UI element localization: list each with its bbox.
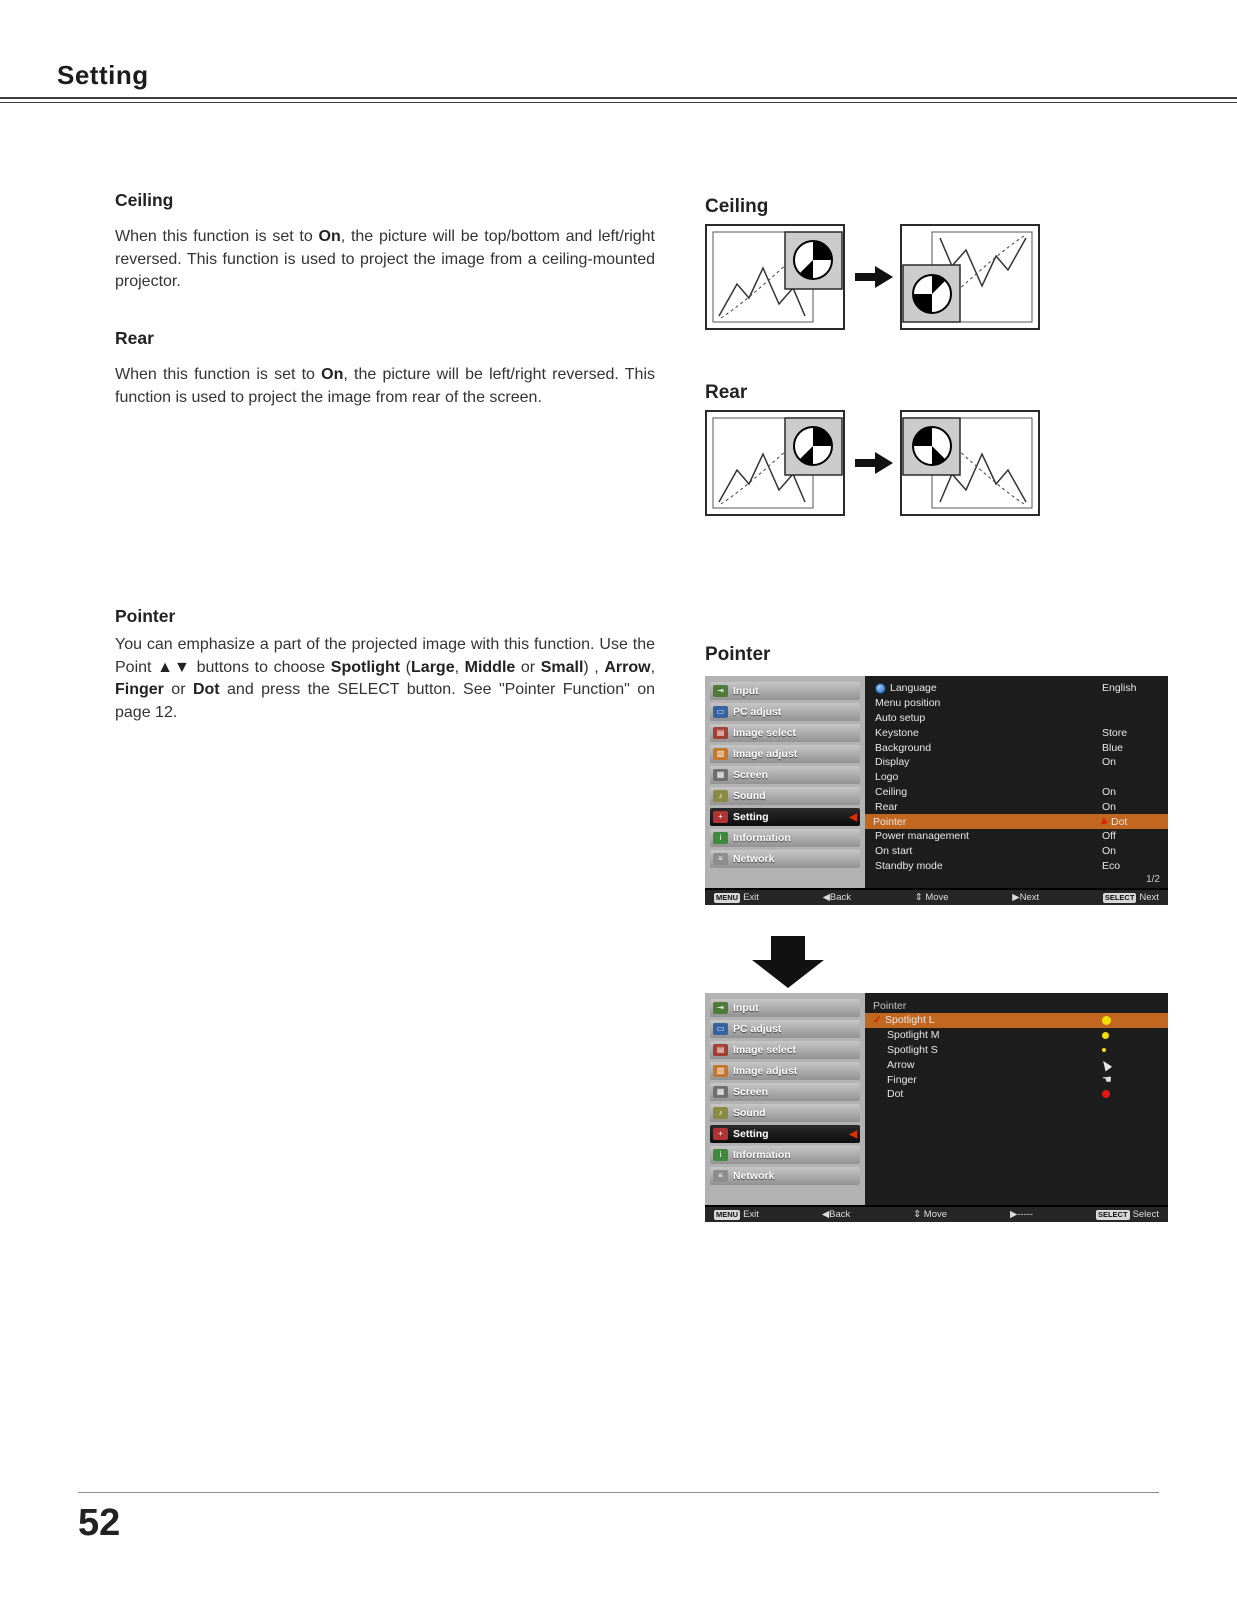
sidebar-item-label: Setting — [733, 811, 769, 823]
sidebar-item-network — [710, 1167, 860, 1185]
osd-footer-bar — [705, 1205, 1168, 1222]
figure-label-ceiling: Ceiling — [705, 196, 769, 217]
footer-move: ⇕ Move — [913, 1209, 948, 1220]
sidebar-item-label: Setting — [733, 1128, 769, 1140]
menu-item-label: Rear — [875, 800, 898, 813]
submenu-row-dot — [873, 1087, 1162, 1102]
sidebar-item-image-adjust — [710, 745, 860, 763]
page-indicator: 1/2 — [1146, 874, 1160, 885]
osd-sidebar — [705, 676, 865, 888]
sidebar-item-image-select — [710, 1041, 860, 1059]
pc-adjust-icon: ▭ — [713, 706, 728, 718]
menu-item-label: Menu position — [875, 697, 941, 710]
sidebar-item-information — [710, 1146, 860, 1164]
osd-main — [705, 993, 1168, 1205]
sidebar-item-pc-adjust — [710, 703, 860, 721]
sound-icon: ♪ — [713, 1107, 728, 1119]
footer-menu-exit: MENU Exit — [716, 1209, 759, 1220]
select-key-badge: SELECT — [1104, 892, 1135, 902]
sidebar-item-label: Image adjust — [733, 1065, 798, 1077]
sidebar-item-screen — [710, 766, 860, 784]
setting-icon: + — [713, 811, 728, 823]
spotlight-small-icon — [1102, 1048, 1106, 1052]
footer-select: SELECT Next — [1104, 892, 1159, 903]
menu-item-label: On start — [875, 845, 913, 858]
osd-screenshot-pointer-submenu — [705, 993, 1168, 1222]
sidebar-item-input — [710, 999, 860, 1017]
input-icon: ⇥ — [713, 1002, 728, 1014]
network-icon: ≡ — [713, 1170, 728, 1182]
sound-icon: ♪ — [713, 790, 728, 802]
section-title-ceiling: Ceiling — [115, 190, 174, 210]
image-select-icon: ▤ — [713, 1044, 728, 1056]
submenu-row-spotlight-m — [873, 1028, 1162, 1043]
page-number: 52 — [78, 1502, 121, 1544]
header-divider — [0, 97, 1237, 103]
spotlight-large-icon — [1102, 1016, 1111, 1025]
ceiling-figure — [705, 224, 1040, 341]
sidebar-item-label: Screen — [733, 1086, 769, 1098]
menu-row-language — [873, 681, 1162, 696]
submenu-item-label: Arrow — [887, 1058, 915, 1071]
submenu-item-label: Finger — [887, 1073, 917, 1086]
dot-pointer-icon — [1102, 1090, 1110, 1098]
osd-sidebar — [705, 993, 865, 1205]
submenu-item-label: Spotlight S — [887, 1043, 938, 1056]
image-adjust-icon: ▧ — [713, 1065, 728, 1077]
figure-label-rear: Rear — [705, 382, 748, 403]
right-arrow-icon — [855, 266, 893, 288]
menu-row-display: Display On — [875, 756, 1117, 769]
menu-row-ceiling: Ceiling On — [875, 785, 1117, 798]
sidebar-item-label: PC adjust — [733, 1023, 782, 1035]
down-arrow-icon — [752, 936, 824, 993]
sidebar-item-setting — [710, 1125, 860, 1143]
sidebar-item-label: Information — [733, 832, 791, 844]
sidebar-item-label: Input — [733, 685, 759, 697]
submenu-row-arrow — [873, 1057, 1162, 1072]
sidebar-item-label: Network — [733, 1170, 775, 1182]
sidebar-item-information — [710, 829, 860, 847]
footer-select: SELECT Select — [1097, 1209, 1159, 1220]
menu-item-value: English — [1102, 682, 1137, 695]
menu-row-keystone: Keystone Store — [875, 726, 1128, 739]
image-adjust-icon: ▧ — [713, 748, 728, 760]
sidebar-item-pc-adjust — [710, 1020, 860, 1038]
menu-row-pointer-highlighted: Pointer Dot — [865, 814, 1168, 829]
menu-row-auto-setup — [873, 711, 1162, 726]
osd-screenshot-setting-menu — [705, 676, 1168, 905]
sidebar-item-label: Input — [733, 1002, 759, 1014]
section-title-rear: Rear — [115, 328, 154, 348]
sidebar-item-screen — [710, 1083, 860, 1101]
menu-row-logo — [873, 770, 1162, 785]
osd-footer-bar — [705, 888, 1168, 905]
sidebar-item-setting — [710, 808, 860, 826]
menu-item-label: Power management — [875, 830, 969, 843]
sidebar-item-label: Image select — [733, 1044, 797, 1056]
page-header-title: Setting — [57, 60, 149, 90]
screen-icon: ▦ — [713, 769, 728, 781]
menu-item-label: Auto setup — [875, 711, 926, 724]
sidebar-item-label: Network — [733, 853, 775, 865]
footer-move: ⇕ Move — [914, 892, 949, 903]
red-back-arrow-icon: ◀ — [849, 811, 857, 823]
footer-back: ◀Back — [822, 892, 852, 903]
submenu-title: Pointer — [873, 999, 907, 1012]
red-back-arrow-icon: ◀ — [849, 1128, 857, 1140]
menu-row-standby-mode: Standby mode Eco — [875, 859, 1121, 872]
sidebar-item-sound — [710, 787, 860, 805]
footer-back: ◀Back — [821, 1209, 851, 1220]
menu-row-rear: Rear On — [875, 800, 1117, 813]
select-key-badge: SELECT — [1097, 1209, 1128, 1219]
red-cursor-icon — [1101, 817, 1109, 827]
menu-row-menu-position — [873, 696, 1162, 711]
menu-key-badge: MENU — [716, 892, 739, 902]
menu-key-badge: MENU — [716, 1209, 739, 1219]
pc-adjust-icon: ▭ — [713, 1023, 728, 1035]
bottom-divider — [78, 1492, 1159, 1493]
submenu-row-finger — [873, 1072, 1162, 1087]
section-body-ceiling: When this function is set to On, the picture will be top/bottom and left/right reversed. This function is used to project the image from a ceiling-mounted projector. — [115, 228, 655, 291]
figure-label-pointer: Pointer — [705, 644, 771, 665]
osd-main — [705, 676, 1168, 888]
ceiling-diagram — [705, 224, 1040, 336]
information-icon: i — [713, 1149, 728, 1161]
sidebar-item-image-adjust — [710, 1062, 860, 1080]
submenu-item-label: Spotlight M — [887, 1029, 940, 1042]
menu-item-label: Logo — [875, 771, 899, 784]
menu-row-background: Background Blue — [875, 741, 1124, 754]
rear-diagram — [705, 410, 1040, 522]
right-arrow-icon — [855, 452, 893, 474]
menu-item-label: Standby mode — [875, 859, 943, 872]
menu-row-on-start: On start On — [875, 845, 1117, 858]
footer-menu-exit: MENU Exit — [716, 892, 759, 903]
menu-item-label: Pointer — [873, 815, 907, 828]
sidebar-item-network — [710, 850, 860, 868]
section-body-pointer: You can emphasize a part of the projected image with this function. Use the Point ▲▼ buttons to choose Spotlight (Large, Middle or Small) , Arrow, Finger or Dot and press the SELECT button. See "Pointer Function" on page 12. — [115, 636, 656, 722]
menu-item-label: Background — [875, 741, 932, 754]
sidebar-item-label: Sound — [733, 1107, 766, 1119]
network-icon: ≡ — [713, 853, 728, 865]
menu-item-label: Ceiling — [875, 785, 908, 798]
menu-item-label: Display — [875, 756, 910, 769]
setting-icon: + — [713, 1128, 728, 1140]
arrow-pointer-icon — [1100, 1058, 1112, 1071]
footer-next: ▶----- — [1009, 1209, 1034, 1220]
menu-item-label: Keystone — [875, 726, 919, 739]
image-select-icon: ▤ — [713, 727, 728, 739]
footer-next: ▶Next — [1012, 892, 1040, 903]
screen-icon: ▦ — [713, 1086, 728, 1098]
sidebar-item-label: Image select — [733, 727, 797, 739]
sidebar-item-label: Information — [733, 1149, 791, 1161]
osd-menu-panel — [865, 676, 1168, 888]
section-body-rear: When this function is set to On, the picture will be left/right reversed. This function is used to project the image from rear of the screen. — [115, 366, 656, 406]
sidebar-item-image-select — [710, 724, 860, 742]
sidebar-item-label: Sound — [733, 790, 766, 802]
sidebar-item-label: PC adjust — [733, 706, 782, 718]
information-icon: i — [713, 832, 728, 844]
language-globe-icon — [875, 683, 886, 694]
finger-pointer-icon: ☚ — [1102, 1073, 1112, 1086]
menu-item-label: Language — [890, 682, 937, 695]
menu-row-power-management: Power management Off — [875, 830, 1116, 843]
submenu-row-spotlight-l — [865, 1013, 1168, 1028]
rear-figure — [705, 410, 1040, 527]
osd-submenu-panel — [865, 993, 1168, 1205]
sidebar-item-label: Screen — [733, 769, 769, 781]
input-icon: ⇥ — [713, 685, 728, 697]
section-title-pointer: Pointer — [115, 606, 176, 626]
submenu-item-label: Spotlight L — [885, 1014, 935, 1027]
sidebar-item-input — [710, 682, 860, 700]
submenu-row-spotlight-s — [873, 1043, 1162, 1058]
sidebar-item-sound — [710, 1104, 860, 1122]
spotlight-middle-icon — [1102, 1032, 1109, 1039]
submenu-item-label: Dot — [887, 1088, 904, 1101]
sidebar-item-label: Image adjust — [733, 748, 798, 760]
check-icon: ✓ — [873, 1014, 882, 1026]
